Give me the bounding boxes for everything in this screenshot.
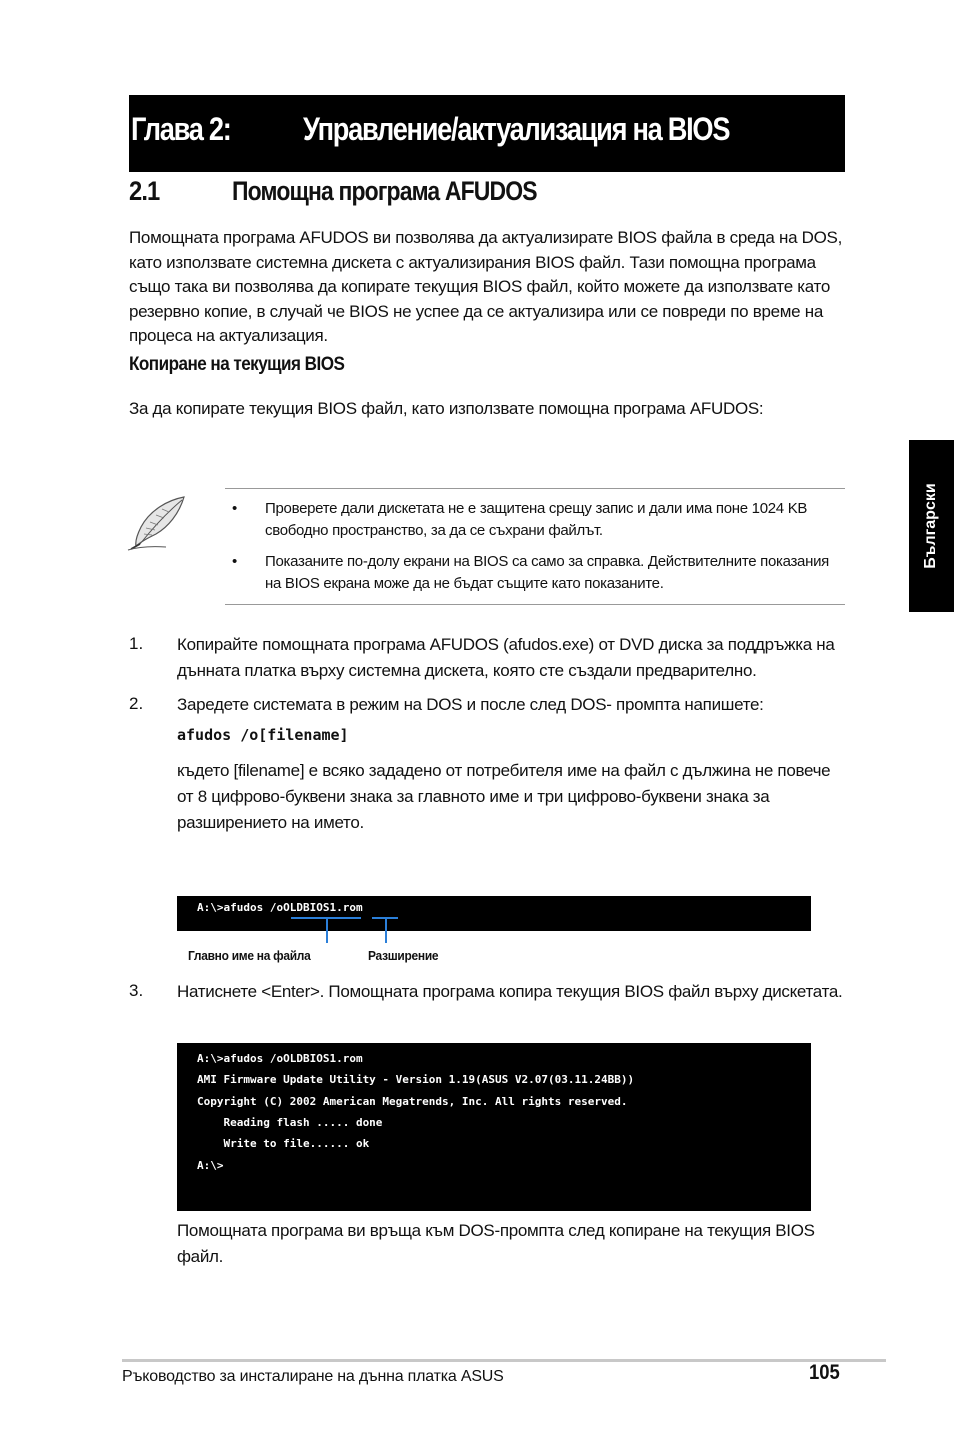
step-text: Заредете системата в режим на DOS и после след DOS- промпта напишете: [177,695,764,714]
terminal-line: Copyright (C) 2002 American Megatrends, Inc. All rights reserved. [197,1095,628,1108]
page-number: 105 [809,1361,840,1384]
language-label: Български [922,483,939,569]
terminal-screen [177,896,811,931]
footer-rule [122,1359,886,1362]
bullet: • [232,553,237,570]
terminal-line: Reading flash ..... done [197,1116,383,1129]
terminal-screen [177,1043,811,1211]
step-number: 2. [129,694,144,713]
step-number: 3. [129,981,144,1000]
note-top-rule [225,488,845,489]
terminal-line: A:\>afudos /oOLDBIOS1.rom [197,901,363,914]
note-text: Показаните по-долу екрани на BIOS са само за справка. Действителните показания на BIOS екрана може да не бъдат същите като показаните. [265,553,829,592]
step-text: Копирайте помощната програма AFUDOS (afudos.exe) от DVD диска за поддръжка на дънната платка върху системна дискета, която сте създали предварително. [177,635,835,680]
footer-text: Ръководство за инсталиране на дънна платка ASUS [122,1368,504,1385]
section-title: Помощна програма AFUDOS [232,176,537,206]
step-after-text: Помощната програма ви връща към DOS-промпта след копиране на текущия BIOS файл. [177,1221,815,1266]
terminal-line: AMI Firmware Update Utility - Version 1.19(ASUS V2.07(03.11.24BB)) [197,1073,635,1086]
callout-label-ext: Разширение [368,948,439,963]
chapter-title: Управление/актуализация на BIOS [303,111,730,147]
step-text: Натиснете <Enter>. Помощната програма копира текущия BIOS файл върху дискетата. [177,982,843,1001]
section-number: 2.1 [129,176,160,206]
terminal-line: A:\> [197,1159,224,1172]
step-number: 1. [129,634,144,653]
terminal-line: A:\>afudos /oOLDBIOS1.rom [197,1052,363,1065]
intro-paragraph: Помощната програма AFUDOS ви позволява да актуализирате BIOS файла в среда на DOS, като използвате системна дискета с актуализирания BIOS файл. Тази помощна програма също така ви позволява да копирате текущия BIOS файл, който можете да използвате като резервно копие, в случай че BIOS не успее да се актуализира или се повреди по време на процеса на актуализация. [129,228,843,345]
chapter-number: Глава 2: [131,111,231,147]
note-text: Проверете дали дискетата не е защитена срещу запис и дали има поне 1024 KB свободно пространство, за да се съхрани файлът. [265,500,808,539]
command-text: afudos /o[filename] [177,726,349,744]
quill-pen-icon [126,494,192,554]
chapter-header [129,95,845,172]
callout-pointer-main [326,917,328,943]
subsection-title: Копиране на текущия BIOS [129,354,345,375]
step-detail: където [filename] е всяко зададено от потребителя име на файл с дължина не повече от 8 цифрово-буквени знака за главното име и три цифрово-буквени знака за разширението на името. [177,761,831,832]
bullet: • [232,500,237,517]
callout-pointer-ext [385,917,387,943]
subsection-intro: За да копирате текущия BIOS файл, като използвате помощна програма AFUDOS: [129,399,764,418]
language-side-tab [909,440,954,612]
callout-label-main: Главно име на файла [188,948,311,963]
note-bottom-rule [225,604,845,605]
terminal-line: Write to file...... ok [197,1137,370,1150]
